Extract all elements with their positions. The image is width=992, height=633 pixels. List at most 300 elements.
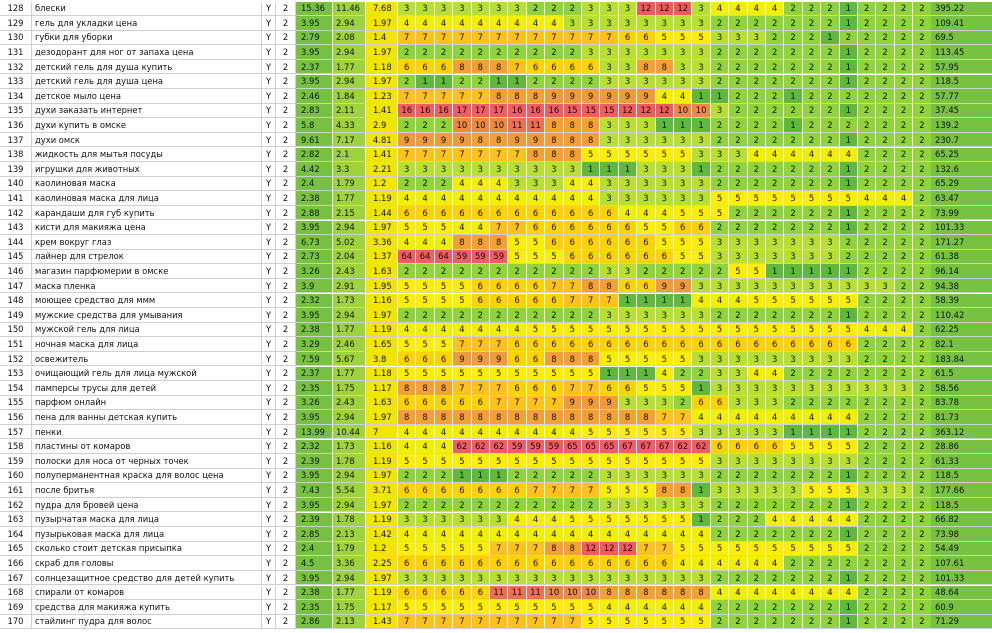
row-number-cell[interactable]: 160	[0, 469, 32, 483]
position-cell[interactable]: 2	[784, 45, 802, 59]
position-cell[interactable]: 5	[490, 454, 508, 468]
position-cell[interactable]: 6	[564, 206, 582, 220]
position-cell[interactable]: 1	[582, 162, 600, 176]
position-cell[interactable]: 4	[600, 527, 618, 541]
position-cell[interactable]: 2	[840, 556, 858, 570]
position-cell[interactable]: 2	[895, 337, 913, 351]
count-cell[interactable]: 2	[276, 308, 296, 322]
position-cell[interactable]: 6	[453, 206, 471, 220]
position-cell[interactable]: 3	[637, 162, 655, 176]
position-cell[interactable]: 2	[472, 498, 490, 512]
total-cell[interactable]: 60.9	[931, 600, 992, 614]
metric-c-cell[interactable]: 2.21	[366, 162, 398, 176]
position-cell[interactable]: 2	[858, 264, 876, 278]
count-cell[interactable]: 2	[276, 556, 296, 570]
metric-a-cell[interactable]: 9.61	[296, 133, 333, 147]
position-cell[interactable]: 6	[637, 279, 655, 293]
position-cell[interactable]: 4	[674, 89, 692, 103]
position-cell[interactable]: 2	[858, 60, 876, 74]
position-cell[interactable]: 7	[508, 31, 526, 45]
position-cell[interactable]: 6	[508, 294, 526, 308]
position-cell[interactable]: 8	[564, 410, 582, 424]
position-cell[interactable]: 3	[821, 235, 839, 249]
position-cell[interactable]: 3	[784, 235, 802, 249]
metric-a-cell[interactable]: 2.38	[296, 191, 333, 205]
position-cell[interactable]: 2	[398, 118, 416, 132]
position-cell[interactable]: 2	[876, 498, 894, 512]
position-cell[interactable]: 6	[692, 337, 710, 351]
flag-cell[interactable]: Y	[262, 118, 276, 132]
position-cell[interactable]: 2	[895, 235, 913, 249]
flag-cell[interactable]: Y	[262, 162, 276, 176]
position-cell[interactable]: 5	[527, 235, 545, 249]
position-cell[interactable]: 6	[545, 60, 563, 74]
position-cell[interactable]: 3	[490, 571, 508, 585]
position-cell[interactable]: 3	[472, 513, 490, 527]
position-cell[interactable]: 2	[858, 527, 876, 541]
position-cell[interactable]: 4	[821, 513, 839, 527]
position-cell[interactable]: 11	[490, 586, 508, 600]
position-cell[interactable]: 5	[656, 381, 674, 395]
flag-cell[interactable]: Y	[262, 191, 276, 205]
position-cell[interactable]: 5	[545, 454, 563, 468]
position-cell[interactable]: 2	[913, 89, 931, 103]
position-cell[interactable]: 4	[637, 600, 655, 614]
position-cell[interactable]: 3	[674, 571, 692, 585]
position-cell[interactable]: 5	[803, 323, 821, 337]
position-cell[interactable]: 8	[619, 410, 637, 424]
position-cell[interactable]: 4	[398, 425, 416, 439]
position-cell[interactable]: 6	[582, 250, 600, 264]
position-cell[interactable]: 2	[472, 264, 490, 278]
position-cell[interactable]: 2	[876, 396, 894, 410]
position-cell[interactable]: 2	[435, 498, 453, 512]
position-cell[interactable]: 3	[435, 2, 453, 16]
position-cell[interactable]: 6	[766, 440, 784, 454]
position-cell[interactable]: 3	[729, 31, 747, 45]
position-cell[interactable]: 3	[729, 454, 747, 468]
keyword-cell[interactable]: каолиновая маска	[32, 177, 262, 191]
position-cell[interactable]: 1	[821, 425, 839, 439]
position-cell[interactable]: 2	[895, 45, 913, 59]
position-cell[interactable]: 5	[674, 615, 692, 629]
keyword-cell[interactable]: духи купить в омске	[32, 118, 262, 132]
position-cell[interactable]: 2	[803, 118, 821, 132]
position-cell[interactable]: 2	[895, 16, 913, 30]
position-cell[interactable]: 4	[564, 425, 582, 439]
position-cell[interactable]: 1	[840, 498, 858, 512]
position-cell[interactable]: 3	[766, 250, 784, 264]
metric-c-cell[interactable]: 1.97	[366, 469, 398, 483]
position-cell[interactable]: 2	[858, 615, 876, 629]
position-cell[interactable]: 2	[858, 469, 876, 483]
position-cell[interactable]: 7	[527, 483, 545, 497]
position-cell[interactable]: 2	[564, 498, 582, 512]
flag-cell[interactable]: Y	[262, 279, 276, 293]
position-cell[interactable]: 2	[840, 235, 858, 249]
metric-b-cell[interactable]: 7.17	[333, 133, 366, 147]
position-cell[interactable]: 2	[895, 498, 913, 512]
position-cell[interactable]: 2	[564, 469, 582, 483]
position-cell[interactable]: 4	[435, 527, 453, 541]
position-cell[interactable]: 4	[656, 89, 674, 103]
position-cell[interactable]: 6	[508, 206, 526, 220]
position-cell[interactable]: 5	[398, 542, 416, 556]
position-cell[interactable]: 2	[803, 45, 821, 59]
metric-b-cell[interactable]: 1.77	[333, 323, 366, 337]
position-cell[interactable]: 5	[435, 294, 453, 308]
position-cell[interactable]: 5	[453, 367, 471, 381]
position-cell[interactable]: 5	[674, 323, 692, 337]
position-cell[interactable]: 3	[582, 2, 600, 16]
position-cell[interactable]: 3	[784, 352, 802, 366]
position-cell[interactable]: 4	[398, 16, 416, 30]
metric-c-cell[interactable]: 1.97	[366, 410, 398, 424]
position-cell[interactable]: 6	[545, 294, 563, 308]
position-cell[interactable]: 1	[600, 162, 618, 176]
position-cell[interactable]: 2	[913, 148, 931, 162]
position-cell[interactable]: 8	[545, 133, 563, 147]
position-cell[interactable]: 5	[472, 454, 490, 468]
total-cell[interactable]: 363.12	[931, 425, 992, 439]
metric-a-cell[interactable]: 3.26	[296, 396, 333, 410]
position-cell[interactable]: 6	[527, 556, 545, 570]
position-cell[interactable]: 2	[803, 571, 821, 585]
metric-b-cell[interactable]: 2.94	[333, 75, 366, 89]
position-cell[interactable]: 3	[490, 2, 508, 16]
position-cell[interactable]: 2	[748, 498, 766, 512]
position-cell[interactable]: 2	[858, 440, 876, 454]
position-cell[interactable]: 2	[748, 527, 766, 541]
position-cell[interactable]: 6	[619, 250, 637, 264]
position-cell[interactable]: 7	[582, 294, 600, 308]
position-cell[interactable]: 6	[564, 250, 582, 264]
position-cell[interactable]: 5	[600, 454, 618, 468]
total-cell[interactable]: 110.42	[931, 308, 992, 322]
position-cell[interactable]: 3	[545, 571, 563, 585]
position-cell[interactable]: 12	[656, 104, 674, 118]
total-cell[interactable]: 65.25	[931, 148, 992, 162]
position-cell[interactable]: 5	[784, 323, 802, 337]
position-cell[interactable]: 5	[748, 323, 766, 337]
position-cell[interactable]: 5	[398, 454, 416, 468]
position-cell[interactable]: 3	[619, 308, 637, 322]
total-cell[interactable]: 28.86	[931, 440, 992, 454]
position-cell[interactable]: 8	[637, 60, 655, 74]
position-cell[interactable]: 8	[600, 279, 618, 293]
position-cell[interactable]: 2	[913, 118, 931, 132]
position-cell[interactable]: 7	[582, 483, 600, 497]
position-cell[interactable]: 3	[858, 381, 876, 395]
position-cell[interactable]: 2	[803, 308, 821, 322]
keyword-cell[interactable]: детский гель для душа цена	[32, 75, 262, 89]
position-cell[interactable]: 6	[619, 381, 637, 395]
position-cell[interactable]: 2	[766, 75, 784, 89]
keyword-cell[interactable]: мужской гель для лица	[32, 323, 262, 337]
position-cell[interactable]: 5	[398, 337, 416, 351]
position-cell[interactable]: 1	[840, 615, 858, 629]
position-cell[interactable]: 2	[674, 264, 692, 278]
position-cell[interactable]: 2	[876, 221, 894, 235]
position-cell[interactable]: 2	[398, 498, 416, 512]
position-cell[interactable]: 4	[729, 586, 747, 600]
row-number-cell[interactable]: 146	[0, 264, 32, 278]
position-cell[interactable]: 2	[858, 498, 876, 512]
position-cell[interactable]: 3	[619, 498, 637, 512]
position-cell[interactable]: 15	[600, 104, 618, 118]
position-cell[interactable]: 5	[564, 323, 582, 337]
position-cell[interactable]: 8	[527, 89, 545, 103]
position-cell[interactable]: 2	[858, 454, 876, 468]
position-cell[interactable]: 6	[766, 337, 784, 351]
position-cell[interactable]: 5	[656, 352, 674, 366]
metric-a-cell[interactable]: 3.95	[296, 75, 333, 89]
position-cell[interactable]: 9	[564, 89, 582, 103]
metric-c-cell[interactable]: 1.18	[366, 60, 398, 74]
position-cell[interactable]: 2	[858, 118, 876, 132]
position-cell[interactable]: 3	[527, 177, 545, 191]
position-cell[interactable]: 2	[729, 308, 747, 322]
position-cell[interactable]: 2	[729, 177, 747, 191]
metric-b-cell[interactable]: 2.94	[333, 571, 366, 585]
keyword-cell[interactable]: пена для ванны детская купить	[32, 410, 262, 424]
position-cell[interactable]: 2	[821, 2, 839, 16]
metric-b-cell[interactable]: 5.54	[333, 483, 366, 497]
position-cell[interactable]: 15	[564, 104, 582, 118]
position-cell[interactable]: 2	[858, 513, 876, 527]
position-cell[interactable]: 6	[527, 221, 545, 235]
position-cell[interactable]: 2	[821, 396, 839, 410]
position-cell[interactable]: 1	[692, 483, 710, 497]
position-cell[interactable]: 4	[527, 191, 545, 205]
position-cell[interactable]: 7	[508, 396, 526, 410]
position-cell[interactable]: 5	[637, 483, 655, 497]
position-cell[interactable]: 2	[784, 469, 802, 483]
position-cell[interactable]: 3	[619, 396, 637, 410]
position-cell[interactable]: 9	[619, 89, 637, 103]
position-cell[interactable]: 2	[545, 45, 563, 59]
position-cell[interactable]: 5	[600, 425, 618, 439]
position-cell[interactable]: 6	[803, 337, 821, 351]
position-cell[interactable]: 5	[435, 337, 453, 351]
position-cell[interactable]: 2	[803, 31, 821, 45]
position-cell[interactable]: 4	[435, 235, 453, 249]
metric-b-cell[interactable]: 2.46	[333, 337, 366, 351]
position-cell[interactable]: 2	[858, 162, 876, 176]
metric-c-cell[interactable]: 1.65	[366, 337, 398, 351]
position-cell[interactable]: 4	[766, 410, 784, 424]
position-cell[interactable]: 10	[692, 104, 710, 118]
flag-cell[interactable]: Y	[262, 425, 276, 439]
position-cell[interactable]: 5	[453, 294, 471, 308]
position-cell[interactable]: 4	[840, 513, 858, 527]
position-cell[interactable]: 2	[895, 221, 913, 235]
position-cell[interactable]: 1	[637, 294, 655, 308]
position-cell[interactable]: 2	[895, 542, 913, 556]
position-cell[interactable]: 12	[674, 2, 692, 16]
position-cell[interactable]: 1	[840, 600, 858, 614]
position-cell[interactable]: 7	[582, 381, 600, 395]
position-cell[interactable]: 7	[490, 381, 508, 395]
position-cell[interactable]: 5	[619, 148, 637, 162]
position-cell[interactable]: 8	[453, 410, 471, 424]
position-cell[interactable]: 2	[748, 600, 766, 614]
count-cell[interactable]: 2	[276, 396, 296, 410]
position-cell[interactable]: 2	[913, 206, 931, 220]
position-cell[interactable]: 2	[876, 75, 894, 89]
position-cell[interactable]: 8	[582, 118, 600, 132]
position-cell[interactable]: 2	[858, 45, 876, 59]
row-number-cell[interactable]: 152	[0, 352, 32, 366]
position-cell[interactable]: 2	[895, 396, 913, 410]
metric-b-cell[interactable]: 1.79	[333, 177, 366, 191]
position-cell[interactable]: 9	[600, 89, 618, 103]
position-cell[interactable]: 2	[490, 264, 508, 278]
metric-b-cell[interactable]: 2.94	[333, 498, 366, 512]
position-cell[interactable]: 6	[600, 250, 618, 264]
position-cell[interactable]: 7	[472, 89, 490, 103]
position-cell[interactable]: 6	[416, 483, 434, 497]
position-cell[interactable]: 5	[656, 221, 674, 235]
position-cell[interactable]: 2	[895, 162, 913, 176]
position-cell[interactable]: 2	[895, 31, 913, 45]
row-number-cell[interactable]: 159	[0, 454, 32, 468]
keyword-cell[interactable]: пенки	[32, 425, 262, 439]
position-cell[interactable]: 7	[600, 31, 618, 45]
position-cell[interactable]: 5	[490, 600, 508, 614]
position-cell[interactable]: 8	[490, 133, 508, 147]
position-cell[interactable]: 2	[895, 367, 913, 381]
position-cell[interactable]: 4	[619, 206, 637, 220]
position-cell[interactable]: 62	[490, 440, 508, 454]
position-cell[interactable]: 2	[876, 118, 894, 132]
position-cell[interactable]: 7	[545, 31, 563, 45]
position-cell[interactable]: 3	[600, 469, 618, 483]
keyword-cell[interactable]: пузырчатая маска для лица	[32, 513, 262, 527]
position-cell[interactable]: 5	[600, 352, 618, 366]
position-cell[interactable]: 8	[472, 410, 490, 424]
position-cell[interactable]: 7	[527, 396, 545, 410]
position-cell[interactable]: 7	[582, 31, 600, 45]
position-cell[interactable]: 2	[711, 498, 729, 512]
metric-c-cell[interactable]: 1.41	[366, 104, 398, 118]
position-cell[interactable]: 6	[435, 60, 453, 74]
metric-a-cell[interactable]: 2.37	[296, 367, 333, 381]
position-cell[interactable]: 8	[600, 586, 618, 600]
position-cell[interactable]: 2	[729, 60, 747, 74]
metric-c-cell[interactable]: 1.63	[366, 264, 398, 278]
metric-b-cell[interactable]: 2.94	[333, 410, 366, 424]
position-cell[interactable]: 4	[711, 2, 729, 16]
position-cell[interactable]: 2	[821, 600, 839, 614]
position-cell[interactable]: 5	[637, 513, 655, 527]
position-cell[interactable]: 1	[692, 89, 710, 103]
metric-b-cell[interactable]: 2.94	[333, 16, 366, 30]
metric-b-cell[interactable]: 1.78	[333, 454, 366, 468]
count-cell[interactable]: 2	[276, 513, 296, 527]
position-cell[interactable]: 4	[416, 425, 434, 439]
position-cell[interactable]: 6	[435, 483, 453, 497]
position-cell[interactable]: 2	[711, 308, 729, 322]
position-cell[interactable]: 6	[416, 556, 434, 570]
position-cell[interactable]: 5	[435, 367, 453, 381]
position-cell[interactable]: 8	[582, 352, 600, 366]
position-cell[interactable]: 59	[453, 250, 471, 264]
position-cell[interactable]: 5	[435, 279, 453, 293]
position-cell[interactable]: 3	[619, 75, 637, 89]
position-cell[interactable]: 5	[674, 454, 692, 468]
position-cell[interactable]: 4	[545, 191, 563, 205]
position-cell[interactable]: 2	[876, 337, 894, 351]
total-cell[interactable]: 71.29	[931, 615, 992, 629]
position-cell[interactable]: 2	[748, 513, 766, 527]
position-cell[interactable]: 2	[895, 440, 913, 454]
total-cell[interactable]: 58.39	[931, 294, 992, 308]
position-cell[interactable]: 2	[766, 60, 784, 74]
position-cell[interactable]: 3	[416, 513, 434, 527]
position-cell[interactable]: 5	[784, 294, 802, 308]
position-cell[interactable]: 7	[472, 337, 490, 351]
position-cell[interactable]: 5	[656, 148, 674, 162]
position-cell[interactable]: 7	[564, 483, 582, 497]
position-cell[interactable]: 2	[545, 308, 563, 322]
position-cell[interactable]: 4	[527, 16, 545, 30]
position-cell[interactable]: 5	[435, 542, 453, 556]
metric-c-cell[interactable]: 1.97	[366, 308, 398, 322]
position-cell[interactable]: 3	[748, 279, 766, 293]
position-cell[interactable]: 5	[729, 264, 747, 278]
position-cell[interactable]: 12	[656, 2, 674, 16]
position-cell[interactable]: 2	[913, 410, 931, 424]
position-cell[interactable]: 3	[711, 104, 729, 118]
position-cell[interactable]: 3	[600, 191, 618, 205]
metric-c-cell[interactable]: 1.42	[366, 527, 398, 541]
flag-cell[interactable]: Y	[262, 2, 276, 16]
position-cell[interactable]: 5	[766, 323, 784, 337]
position-cell[interactable]: 3	[472, 571, 490, 585]
position-cell[interactable]: 5	[674, 250, 692, 264]
position-cell[interactable]: 16	[416, 104, 434, 118]
position-cell[interactable]: 2	[711, 16, 729, 30]
keyword-cell[interactable]: парфюм онлайн	[32, 396, 262, 410]
position-cell[interactable]: 5	[600, 615, 618, 629]
metric-a-cell[interactable]: 4.5	[296, 556, 333, 570]
position-cell[interactable]: 6	[545, 235, 563, 249]
position-cell[interactable]: 3	[692, 191, 710, 205]
metric-c-cell[interactable]: 1.95	[366, 279, 398, 293]
position-cell[interactable]: 2	[876, 133, 894, 147]
row-number-cell[interactable]: 131	[0, 45, 32, 59]
metric-a-cell[interactable]: 2.79	[296, 31, 333, 45]
metric-a-cell[interactable]: 2.86	[296, 615, 333, 629]
position-cell[interactable]: 2	[876, 571, 894, 585]
position-cell[interactable]: 2	[895, 469, 913, 483]
position-cell[interactable]: 7	[490, 396, 508, 410]
position-cell[interactable]: 1	[840, 45, 858, 59]
position-cell[interactable]: 6	[637, 556, 655, 570]
position-cell[interactable]: 6	[545, 206, 563, 220]
metric-a-cell[interactable]: 2.85	[296, 527, 333, 541]
position-cell[interactable]: 2	[821, 498, 839, 512]
position-cell[interactable]: 6	[527, 60, 545, 74]
position-cell[interactable]: 3	[472, 2, 490, 16]
position-cell[interactable]: 2	[784, 527, 802, 541]
position-cell[interactable]: 2	[895, 556, 913, 570]
count-cell[interactable]: 2	[276, 615, 296, 629]
keyword-cell[interactable]: спирали от комаров	[32, 586, 262, 600]
position-cell[interactable]: 6	[637, 31, 655, 45]
row-number-cell[interactable]: 155	[0, 396, 32, 410]
